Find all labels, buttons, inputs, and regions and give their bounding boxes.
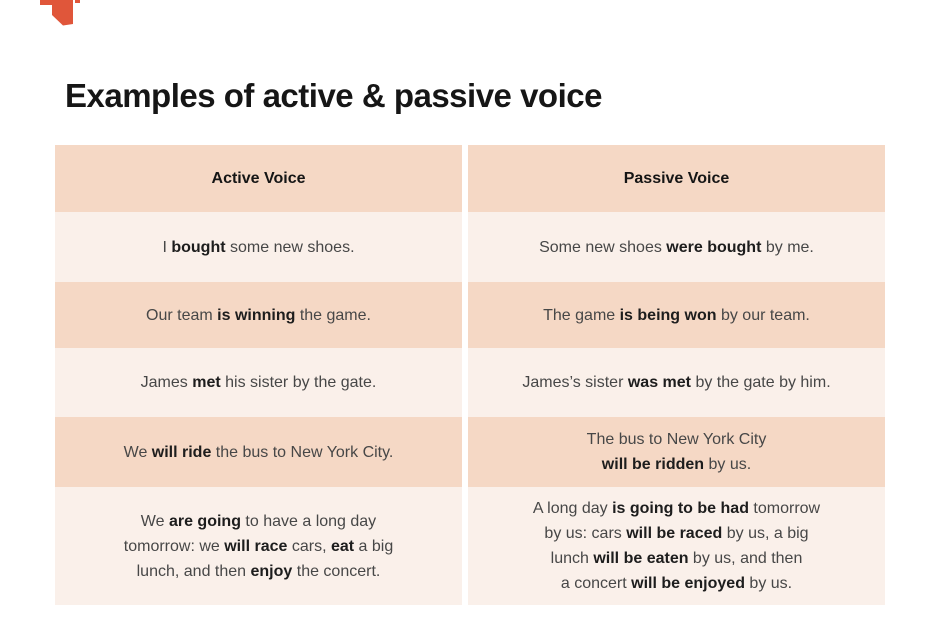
table-cell-passive	[468, 282, 885, 348]
sentence-active: We will ride the bus to New York City.	[123, 443, 394, 461]
table-cell-active	[55, 212, 462, 282]
sentence-active: I bought some new shoes.	[162, 238, 355, 256]
header-cell-active-voice: Active Voice	[55, 145, 462, 212]
sentence-passive: A long day is going to be had tomorrow by us: cars will be raced by us, a big lunch will be eaten by us, and then a concert will be enjoyed by us.	[532, 500, 821, 592]
table-cell-active	[55, 487, 462, 605]
table-cell-passive	[468, 212, 885, 282]
table-row	[55, 417, 885, 487]
page-title: Examples of active & passive voice	[65, 77, 602, 114]
table-row	[55, 487, 885, 605]
table-cell-passive	[468, 417, 885, 487]
table-row	[55, 348, 885, 417]
sentence-active: We are going to have a long day tomorrow: we will race cars, eat a big lunch, and then enjoy the concert.	[123, 512, 394, 580]
sentence-passive: The bus to New York City will be ridden by us.	[586, 431, 767, 473]
sentence-passive: The game is being won by our team.	[543, 306, 810, 324]
table-cell-passive	[468, 348, 885, 417]
header-cell-passive-voice: Passive Voice	[468, 145, 885, 212]
table-header-row	[55, 145, 885, 212]
voice-table-rows	[55, 212, 885, 605]
table-row	[55, 212, 885, 282]
sentence-active: Our team is winning the game.	[146, 306, 371, 324]
brand-logo-shape	[38, 0, 85, 28]
table-cell-active	[55, 348, 462, 417]
sentence-passive: James’s sister was met by the gate by him.	[522, 374, 831, 391]
table-cell-active	[55, 282, 462, 348]
table-row	[55, 282, 885, 348]
sentence-passive: Some new shoes were bought by me.	[539, 238, 814, 256]
sentence-active: James met his sister by the gate.	[140, 374, 377, 391]
voice-table	[55, 145, 885, 605]
table-cell-active	[55, 417, 462, 487]
brand-logo-icon	[38, 0, 85, 28]
table-cell-passive	[468, 487, 885, 605]
